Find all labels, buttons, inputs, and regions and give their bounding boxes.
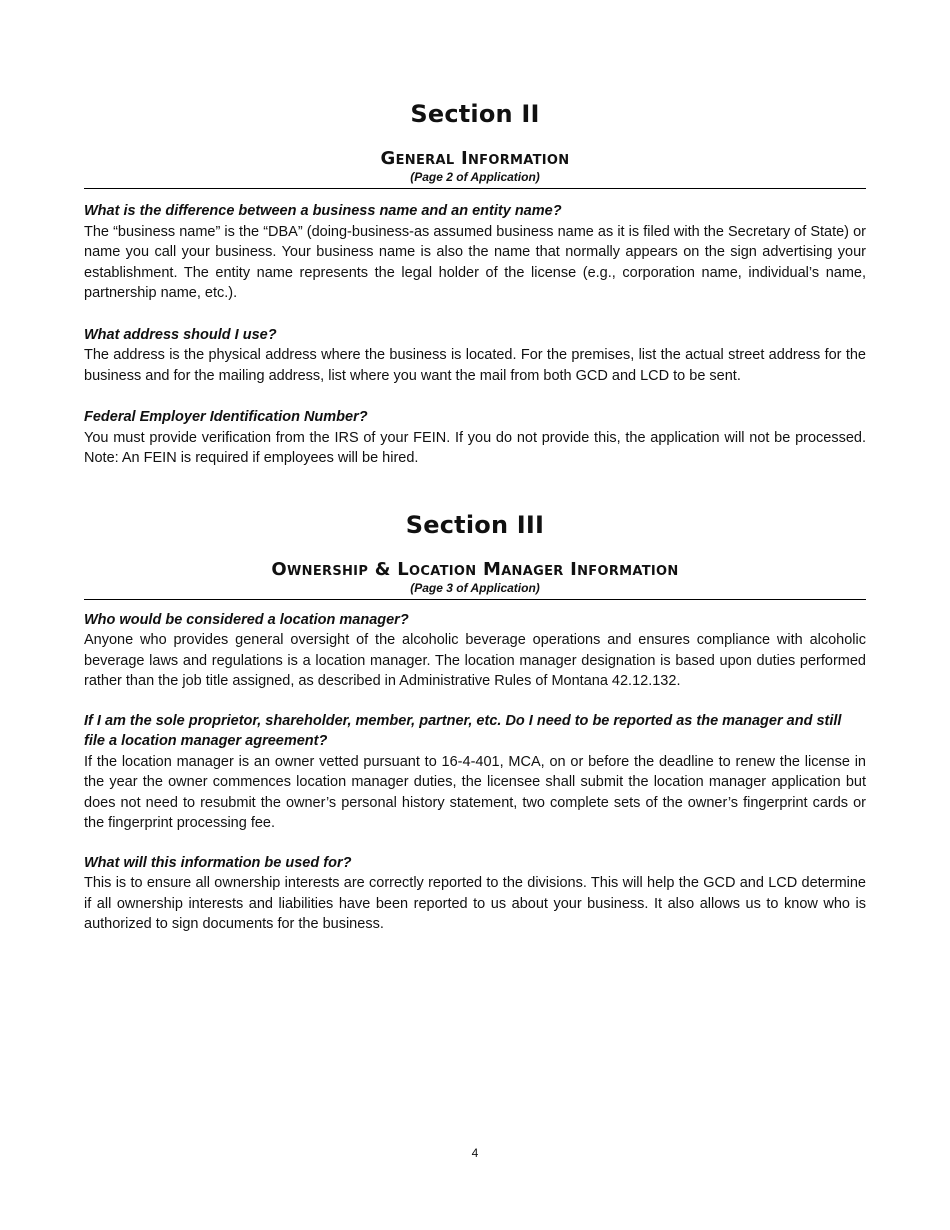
section-3-heading: Ownership & Location Manager Information xyxy=(271,558,679,580)
document-page xyxy=(84,0,866,935)
answer: Anyone who provides general oversight of the alcoholic beverage operations and ensures compliance with alcoholic beverage laws and regulations is a location manager. The location manager designation is based upon duties performed rather than the job title assigned, as described in Administrative Rules of Montana 42.12.132. xyxy=(84,632,866,689)
section-3-divider xyxy=(84,599,866,600)
section-2-divider xyxy=(84,188,866,189)
answer: You must provide verification from the IRS of your FEIN. If you do not provide this, the application will not be processed. Note: An FEIN is required if employees will be hired. xyxy=(84,429,866,466)
qa-location-manager xyxy=(84,610,866,692)
section-2-heading: General Information xyxy=(380,148,570,169)
answer: This is to ensure all ownership interests are correctly reported to the divisions. This will help the GCD and LCD determine if all ownership interests and liabilities have been reported to us about your business. It also allows us to know who is authorized to sign documents for the business. xyxy=(84,875,866,932)
answer: The “business name” is the “DBA” (doing-business-as assumed business name as it is filed with the Secretary of State) or name you call your business. Your business name is also the name that normally appears on the sign advertising your establishment. The entity name represents the legal holder of the license (e.g., corporation name, individual’s name, partnership name, etc.). xyxy=(84,223,866,301)
page-number: 4 xyxy=(471,1146,479,1160)
answer: The address is the physical address where the business is located. For the premises, list the actual street address for the business and for the mailing address, list where you want the mail from both GCD and LCD to be sent. xyxy=(84,347,866,384)
question: Who would be considered a location manager? xyxy=(84,611,409,628)
question: What is the difference between a business name and an entity name? xyxy=(84,203,562,219)
question: If I am the sole proprietor, shareholder, member, partner, etc. Do I need to be reported as the manager and still file a location manager agreement? xyxy=(84,712,842,749)
qa-address xyxy=(84,325,866,387)
qa-business-name xyxy=(84,201,866,304)
qa-sole-proprietor xyxy=(84,711,866,834)
section-2-title: Section II xyxy=(410,100,540,128)
qa-information-use xyxy=(84,853,866,935)
question: Federal Employer Identification Number? xyxy=(84,409,368,425)
section-3-title: Section III xyxy=(405,510,545,539)
question: What address should I use? xyxy=(84,326,277,343)
question: What will this information be used for? xyxy=(84,854,352,871)
section-3-page-ref: (Page 3 of Application) xyxy=(410,580,540,595)
answer: If the location manager is an owner vetted pursuant to 16-4-401, MCA, on or before the deadline to renew the license in the year the owner commences location manager duties, the licensee shall submit the location manager application but does not need to resubmit the owner’s personal history statement, two complete sets of the owner’s fingerprint cards or the fingerprint processing fee. xyxy=(84,753,866,831)
qa-fein xyxy=(84,407,866,469)
section-2-page-ref: (Page 2 of Application) xyxy=(410,170,540,184)
